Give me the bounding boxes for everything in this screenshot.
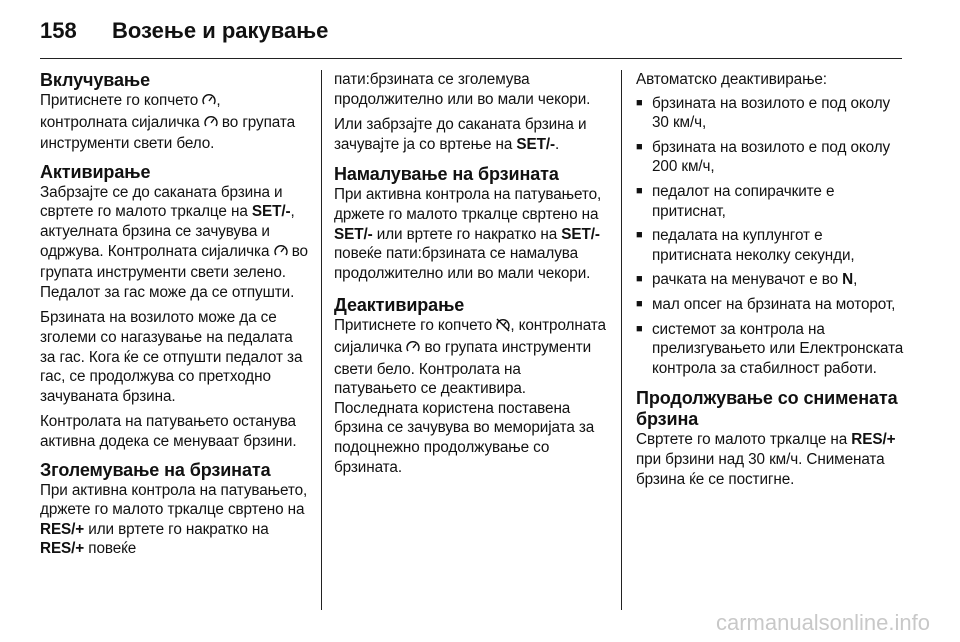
column-3: [636, 70, 906, 497]
section-heading: Активирање: [40, 161, 151, 182]
paragraph: При активна контрола на патувањето, држете го малото тркалце свртено на SET/- или вртете го накратко на SET/- повеќе пати:брзината се намалува продолжително или во мали чекори.: [334, 186, 602, 282]
section-deactivation: [334, 295, 606, 477]
section-decrease-speed: [334, 164, 606, 283]
page-title: Возење и ракување: [112, 18, 329, 43]
paragraph: Автоматско деактивирање:: [636, 71, 827, 88]
column-2: [334, 70, 606, 485]
cruise-control-icon: [202, 93, 216, 113]
cruise-control-icon: [274, 244, 288, 264]
paragraph: пати:брзината се зголемува продолжително или во мали чекори.: [334, 71, 591, 108]
list-item: ■ системот за контрола на прелизгувањето или Електронската контрола за стабилност работи.: [636, 320, 906, 379]
section-heading: Зголемување на брзината: [40, 459, 271, 480]
column-1: [40, 70, 310, 567]
paragraph: Свртете го малото тркалце на RES/+ при брзини над 30 км/ч. Снимената брзина ќе се постигне.: [636, 431, 896, 488]
column-divider-1: [321, 70, 322, 610]
section-resume-speed: [636, 388, 906, 489]
paragraph: При активна контрола на патувањето, држете го малото тркалце свртено на RES/+ или вртете го накратко на RES/+ повеќе: [40, 481, 308, 558]
paragraph: Забрзајте се до саканата брзина и свртете го малото тркалце на SET/-, актуелната брзина се зачувува и одржува. Контролната сијаличка во групата инструменти свети зелено. Педалот за гас може да се отпушти.: [40, 183, 308, 301]
section-heading: Намалување на брзината: [334, 164, 559, 185]
section-increase-speed: [40, 460, 310, 559]
cruise-control-icon: [406, 340, 420, 360]
section-switch-on: [40, 70, 310, 154]
list-item: ■ брзината на возилото е под околу 30 км/ч,: [636, 94, 906, 133]
auto-deactivation-list: [636, 94, 906, 379]
paragraph: Или забрзајте до саканата брзина и зачувајте ја со вртење на SET/-.: [334, 116, 587, 153]
page-number: 158: [40, 18, 77, 43]
list-item: ■ брзината на возилото е под околу 200 км/ч,: [636, 138, 906, 177]
section-heading: Вклучување: [40, 70, 151, 90]
list-item: ■ педалот на сопирачките е притиснат,: [636, 182, 906, 221]
section-activation: [40, 162, 310, 452]
section-heading: Продолжување со снимената брзина: [636, 388, 898, 430]
paragraph: Притиснете го копчето , контролната сијаличка во групата инструменти свети бело. Контролата на патувањето се деактивира. Последната користена поставена брзина се зачувува во меморијата за подоцнежно продолжување со брзината.: [334, 317, 606, 476]
paragraph: Контролата на патувањето останува активна додека се менуваат брзини.: [40, 413, 297, 450]
list-item: ■ мал опсег на брзината на моторот,: [636, 295, 906, 315]
cruise-control-off-icon: [496, 318, 510, 338]
list-item: ■ рачката на менувачот е во N,: [636, 270, 906, 290]
header-divider: [40, 58, 902, 59]
cruise-control-icon: [204, 115, 218, 135]
page-header: [40, 12, 900, 50]
paragraph: Брзината на возилото може да се зголеми со нагазување на педалата за гас. Кога ќе се отпушти педалот за гас, се продолжува со претходно зачуваната брзина.: [40, 309, 303, 405]
watermark: carmanualsonline.info: [715, 610, 930, 635]
column-divider-2: [621, 70, 622, 610]
list-item: ■ педалата на куплунгот е притисната неколку секунди,: [636, 226, 906, 265]
paragraph: Притиснете го копчето , контролната сијаличка во групата инструменти свети бело.: [40, 92, 295, 153]
section-heading: Деактивирање: [334, 295, 465, 316]
